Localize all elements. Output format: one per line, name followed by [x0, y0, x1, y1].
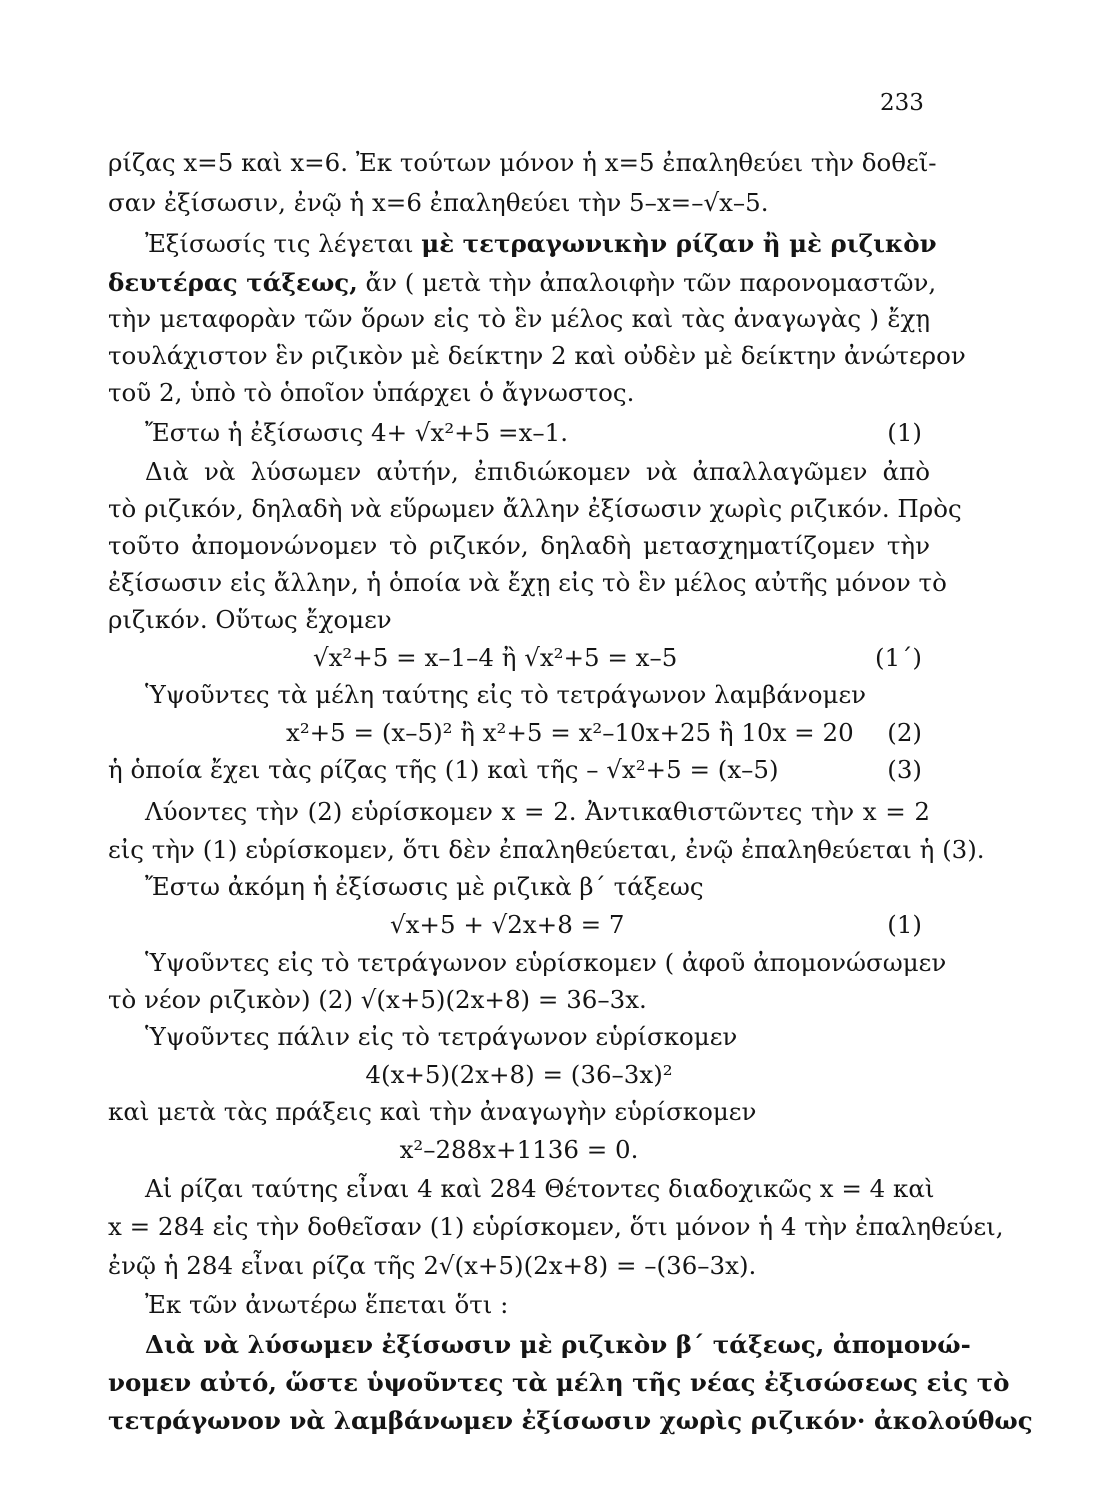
page-number: 233: [880, 90, 924, 116]
text-line: ἐνῷ ἡ 284 εἶναι ρίζα τῆς 2√(x+5)(2x+8) = –(36–3x).: [108, 1251, 757, 1280]
text-line: Ἐκ τῶν ἀνωτέρω ἕπεται ὅτι :: [145, 1290, 509, 1319]
text-line: εἰς τὴν (1) εὑρίσκομεν, ὅτι δὲν ἐπαληθεύεται, ἐνῷ ἐπαληθεύεται ἡ (3).: [108, 835, 985, 864]
text-line: τὴν μεταφορὰν τῶν ὅρων εἰς τὸ ἓν μέλος καὶ τὰς ἀναγωγὰς ) ἔχῃ: [108, 304, 930, 333]
conclusion-line: τετράγωνον νὰ λαμβάνωμεν ἐξίσωσιν χωρὶς ριζικόν· ἀκολούθως: [108, 1406, 1033, 1435]
text-line: τοῦ 2, ὑπὸ τὸ ὁποῖον ὑπάρχει ὁ ἄγνωστος.: [108, 378, 635, 407]
text-line: ρίζας x=5 καὶ x=6. Ἐκ τούτων μόνον ἡ x=5 ἐπαληθεύει τὴν δοθεῖ-: [108, 148, 937, 177]
definition-line: δευτέρας τάξεως, ἄν ( μετὰ τὴν ἀπαλοιφὴν τῶν παρονομαστῶν,: [108, 268, 937, 297]
equation-number: (2): [887, 718, 922, 747]
text-line: σαν ἐξίσωσιν, ἐνῷ ἡ x=6 ἐπαληθεύει τὴν 5–x=–√x–5.: [108, 188, 769, 217]
text-line: τὸ νέον ριζικὸν) (2) √(x+5)(2x+8) = 36–3x.: [108, 985, 647, 1014]
text-line: τοῦτο ἀπομονώνομεν τὸ ριζικόν, δηλαδὴ μετασχηματίζομεν τὴν: [108, 531, 930, 560]
equation-3: ἡ ὁποία ἔχει τὰς ρίζας τῆς (1) καὶ τῆς – √x²+5 = (x–5) (3): [108, 755, 922, 784]
equation-line: 4(x+5)(2x+8) = (36–3x)²: [365, 1060, 673, 1089]
text-line: τουλάχιστον ἓν ριζικὸν μὲ δείκτην 2 καὶ οὐδὲν μὲ δείκτην ἀνώτερον: [108, 341, 966, 370]
text-line: Ὑψοῦντες εἰς τὸ τετράγωνον εὑρίσκομεν ( ἀφοῦ ἀπομονώσωμεν: [145, 948, 947, 977]
definition-line: Ἐξίσωσίς τις λέγεται μὲ τετραγωνικὴν ρίζαν ἢ μὲ ριζικὸν: [145, 229, 937, 258]
text-line: τὸ ριζικόν, δηλαδὴ νὰ εὕρωμεν ἄλλην ἐξίσωσιν χωρὶς ριζικόν. Πρὸς: [108, 494, 962, 523]
text-line: ἐξίσωσιν εἰς ἄλλην, ἡ ὁποία νὰ ἔχῃ εἰς τὸ ἓν μέλος αὐτῆς μόνον τὸ: [108, 568, 947, 597]
equation-number: (1): [887, 418, 922, 447]
conclusion-line: Διὰ νὰ λύσωμεν ἐξίσωσιν μὲ ριζικὸν β΄ τάξεως, ἀπομονώ-: [145, 1330, 971, 1359]
text-line: Ὑψοῦντες πάλιν εἰς τὸ τετράγωνον εὑρίσκομεν: [145, 1022, 738, 1051]
equation-number: (1΄): [875, 643, 922, 672]
text-line: Αἱ ρίζαι ταύτης εἶναι 4 καὶ 284 Θέτοντες διαδοχικῶς x = 4 καὶ: [145, 1174, 935, 1203]
text-line: x = 284 εἰς τὴν δοθεῖσαν (1) εὑρίσκομεν, ὅτι μόνον ἡ 4 τὴν ἐπαληθεύει,: [108, 1212, 1004, 1241]
text-line: Λύοντες τὴν (2) εὑρίσκομεν x = 2. Ἀντικαθιστῶντες τὴν x = 2: [145, 797, 930, 826]
text-line: καὶ μετὰ τὰς πράξεις καὶ τὴν ἀναγωγὴν εὑρίσκομεν: [108, 1097, 757, 1126]
text-line: Διὰ νὰ λύσωμεν αὐτήν, ἐπιδιώκομεν νὰ ἀπαλλαγῶμεν ἀπὸ: [145, 457, 930, 486]
equation-2: x²+5 = (x–5)² ἢ x²+5 = x²–10x+25 ἢ 10x = 20 (2): [286, 718, 922, 747]
equation-line: x²–288x+1136 = 0.: [399, 1135, 639, 1164]
text-line: Ἔστω ἀκόμη ἡ ἐξίσωσις μὲ ριζικὰ β΄ τάξεως: [145, 872, 704, 901]
text-line: ριζικόν. Οὕτως ἔχομεν: [108, 605, 392, 634]
equation-1-prime: √x²+5 = x–1–4 ἢ √x²+5 = x–5 (1΄): [313, 643, 922, 672]
equation-1: Ἔστω ἡ ἐξίσωσις 4+ √x²+5 =x–1. (1): [145, 418, 922, 447]
equation-number: (3): [887, 755, 922, 784]
conclusion-line: νομεν αὐτό, ὥστε ὑψοῦντες τὰ μέλη τῆς νέας ἐξισώσεως εἰς τὸ: [108, 1368, 1010, 1397]
equation-number: (1): [887, 910, 922, 939]
text-line: Ὑψοῦντες τὰ μέλη ταύτης εἰς τὸ τετράγωνον λαμβάνομεν: [145, 680, 867, 709]
equation-1-radicals: √x+5 + √2x+8 = 7 (1): [390, 910, 922, 939]
